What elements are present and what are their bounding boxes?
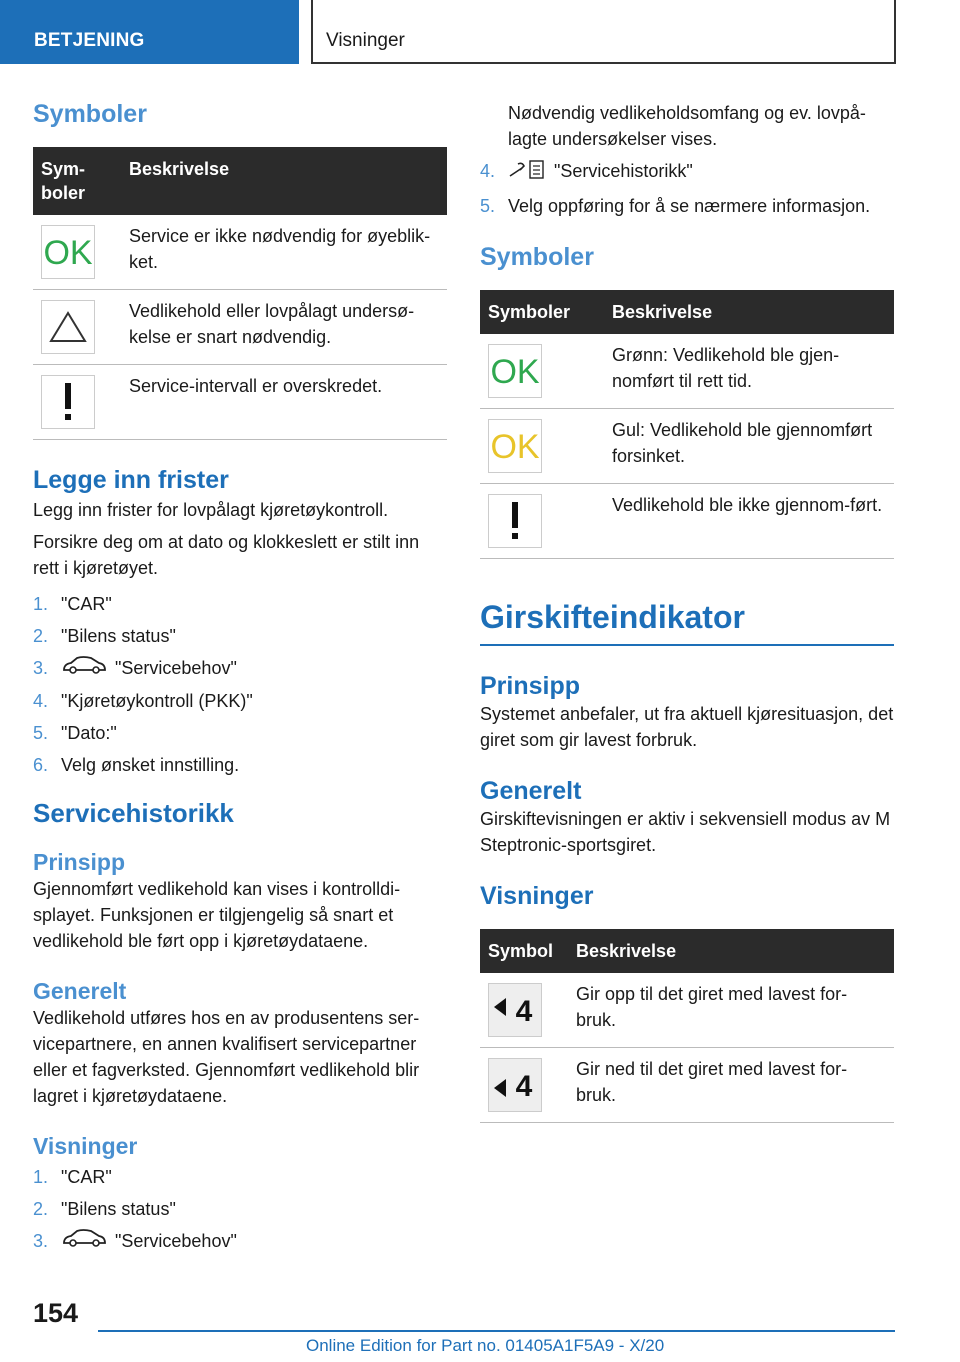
table3-row1-text: Gir opp til det giret med lavest for-bruk. [568,973,894,1048]
generelt-heading-left: Generelt [33,978,127,1004]
servicehist-steps [480,158,894,219]
service-history-icon [508,158,546,187]
svg-text:OK: OK [43,236,93,268]
table1-row3-text: Service-intervall er overskredet. [121,365,447,440]
list-item: 5. Velg oppføring for å se nærmere informasjon. [480,196,871,216]
table2-row3-text: Vedlikehold ble ikke gjennom-ført. [604,484,894,559]
symbols-table-1 [33,147,447,440]
car-icon [61,1228,107,1255]
continued-text: Nødvendig vedlikeholdsomfang og ev. lovpå-lagte undersøkelser vises. [508,103,866,149]
header-chapter: Visninger [311,0,896,64]
table-row [480,484,894,559]
generelt-text-left: Vedlikehold utføres hos en av produsentens ser-vicepartnere, en annen kvalifisert servicepartner eller et fagverksted. Gjennomført vedlikehold blir lagret i kjøretøydataene. [33,1008,420,1106]
gear-up-icon [488,983,542,1037]
list-item: 5. "Dato:" [33,723,117,743]
footer-edition: Online Edition for Part no. 01405A1F5A9 - X/20 [306,1336,665,1355]
list-item: 4. "Kjøretøykontroll (PKK)" [33,691,253,711]
page-number: 154 [33,1298,79,1328]
ok-green-icon [41,225,95,279]
table1-row1-text: Service er ikke nødvendig for øyeblik-ket. [121,215,447,290]
table3-col-description: Beskrivelse [568,929,894,973]
visninger-heading-right: Visninger [480,882,594,910]
table2-row1-text: Grønn: Vedlikehold ble gjen-nomført til rett tid. [604,334,894,409]
table1-col-symbols: Sym- boler [33,147,121,215]
table-row [480,334,894,409]
prinsipp-text-right: Systemet anbefaler, ut fra aktuell kjøresituasjon, det giret som gir lavest forbruk. [480,704,894,750]
gear-down-icon [488,1058,542,1112]
ok-yellow-icon [488,419,542,473]
list-item: 4. "Servicehistorikk" [480,158,894,187]
car-icon [61,655,107,682]
table2-row2-text: Gul: Vedlikehold ble gjennomført forsinket. [604,409,894,484]
list-item: 2. "Bilens status" [33,1199,176,1219]
generelt-text-right: Girskiftevisningen er aktiv i sekvensiell modus av M Steptronic-sportsgiret. [480,809,891,855]
table-row [480,1048,894,1123]
table-row [480,409,894,484]
prinsipp-text-left: Gjennomført vedlikehold kan vises i kontrolldi-splayet. Funksjonen er tilgjengelig så snart et vedlikehold ble ført opp i kjøretøydataene. [33,879,401,951]
left-column [33,100,447,1261]
table2-col-symbols: Symboler [480,290,604,334]
gear-table [480,929,894,1123]
table2-col-description: Beskrivelse [604,290,894,334]
list-item: 2. "Bilens status" [33,626,176,646]
header-section: BETJENING [0,0,299,64]
svg-text:4: 4 [515,1070,533,1100]
symboler-heading: Symboler [33,100,147,128]
list-item: 1. "CAR" [33,1167,112,1187]
frister-steps [33,591,447,778]
symbols-table-2 [480,290,894,559]
table-row [33,365,447,440]
servicehistorikk-heading: Servicehistorikk [33,798,234,828]
frister-paragraph-1: Legg inn frister for lovpålagt kjøretøykontroll. [33,500,389,520]
table-row [33,215,447,290]
generelt-heading-right: Generelt [480,777,582,805]
visninger-steps [33,1164,447,1255]
exclamation-icon [488,494,542,548]
list-item: 3. "Servicebehov" [33,655,447,682]
svg-text:OK: OK [490,430,540,462]
symboler-heading-right: Symboler [480,243,594,271]
exclamation-icon [41,375,95,429]
table1-row2-text: Vedlikehold eller lovpålagt undersø-kelse er snart nødvendig. [121,290,447,365]
prinsipp-heading-left: Prinsipp [33,849,126,875]
frister-heading: Legge inn frister [33,466,229,494]
table-row [480,973,894,1048]
visninger-heading-left: Visninger [33,1133,138,1159]
list-item: 6. Velg ønsket innstilling. [33,755,240,775]
list-item: 3. "Servicebehov" [33,1228,447,1255]
list-item: 1. "CAR" [33,594,112,614]
table1-col-description: Beskrivelse [121,147,447,215]
girskifteindikator-heading: Girskifteindikator [480,599,894,646]
footer-divider [98,1330,895,1332]
warning-triangle-icon [41,300,95,354]
table3-row2-text: Gir ned til det giret med lavest for-bruk. [568,1048,894,1123]
svg-text:OK: OK [490,355,540,387]
svg-text:4: 4 [515,995,533,1025]
frister-paragraph-2: Forsikre deg om at dato og klokkeslett er stilt inn rett i kjøretøyet. [33,532,420,578]
table3-col-symbol: Symbol [480,929,568,973]
table-row [33,290,447,365]
right-column [480,100,894,1123]
prinsipp-heading-right: Prinsipp [480,672,581,700]
ok-green-icon [488,344,542,398]
